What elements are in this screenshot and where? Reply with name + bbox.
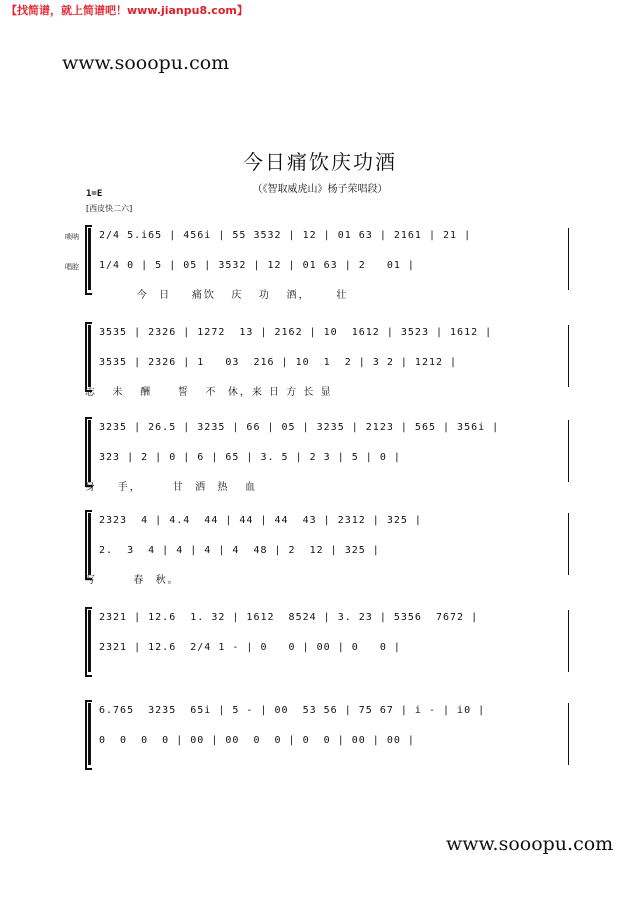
tempo-marking: [西皮快二六] <box>86 204 133 213</box>
music-system <box>85 420 569 493</box>
system-bracket <box>85 700 92 770</box>
upper-staff-notes: 2321 | 12.6 1. 32 | 1612 8524 | 3. 23 | 5356 7672 | <box>99 612 479 623</box>
watermark-top: www.sooopu.com <box>62 52 230 74</box>
system-bracket <box>85 510 92 580</box>
lyrics: 今 日 痛饮 庆 功 酒， 壮 <box>85 290 349 301</box>
music-system <box>65 228 569 301</box>
music-system <box>85 513 569 586</box>
music-system <box>85 325 569 398</box>
upper-staff-notes: 6.765 3235 65i | 5 - | 00 53 56 | 75 67 | i - | i0 | <box>99 705 486 716</box>
lyrics: 身 手， 甘 洒 热 血 <box>85 482 258 493</box>
key-signature: 1=E <box>86 189 103 199</box>
upper-staff-notes: 3235 | 26.5 | 3235 | 66 | 05 | 3235 | 2123 | 565 | 356i | <box>99 422 500 433</box>
site-banner[interactable]: 【找简谱，就上简谱吧！www.jianpu8.com】 <box>6 4 248 17</box>
upper-staff-notes: 3535 | 2326 | 1272 13 | 2162 | 10 1612 | 3523 | 1612 | <box>99 327 493 338</box>
lower-staff-notes: 2. 3 4 | 4 | 4 | 4 48 | 2 12 | 325 | <box>99 545 380 556</box>
lower-staff-notes: 2321 | 12.6 2/4 1 - | 0 0 | 00 | 0 0 | <box>99 642 401 653</box>
lower-staff-notes: 0 0 0 0 | 00 | 00 0 0 | 0 0 | 00 | 00 | <box>99 735 415 746</box>
song-title: 今日痛饮庆功酒 <box>243 150 397 174</box>
lyrics: 写 春 秋。 <box>85 575 180 586</box>
system-bracket <box>85 607 92 677</box>
lower-staff-notes: 323 | 2 | 0 | 6 | 65 | 3. 5 | 2 3 | 5 | 0 | <box>99 452 401 463</box>
music-system <box>88 703 569 765</box>
lower-staff-notes: 3535 | 2326 | 1 03 216 | 10 1 2 | 3 2 | 1212 | <box>99 357 458 368</box>
upper-staff-notes: 2323 4 | 4.4 44 | 44 | 44 43 | 2312 | 325 | <box>99 515 422 526</box>
part-label-lower: 唱腔 <box>65 263 79 271</box>
upper-staff-notes: 2/4 5.i65 | 456i | 55 3532 | 12 | 01 63 | 2161 | 21 | <box>99 230 472 241</box>
lower-staff-notes: 1/4 0 | 5 | 05 | 3532 | 12 | 01 63 | 2 01 | <box>99 260 415 271</box>
watermark-bottom: www.sooopu.com <box>446 833 614 855</box>
system-bracket <box>85 322 92 392</box>
music-system <box>88 610 569 672</box>
system-bracket <box>85 417 92 487</box>
part-label-upper: 唢呐 <box>65 233 79 241</box>
song-subtitle: （《智取威虎山》杨子荣唱段） <box>252 184 388 195</box>
lyrics: 志 未 酬 誓 不 休，来 日 方 长 显 <box>85 387 333 398</box>
system-bracket <box>85 225 92 295</box>
